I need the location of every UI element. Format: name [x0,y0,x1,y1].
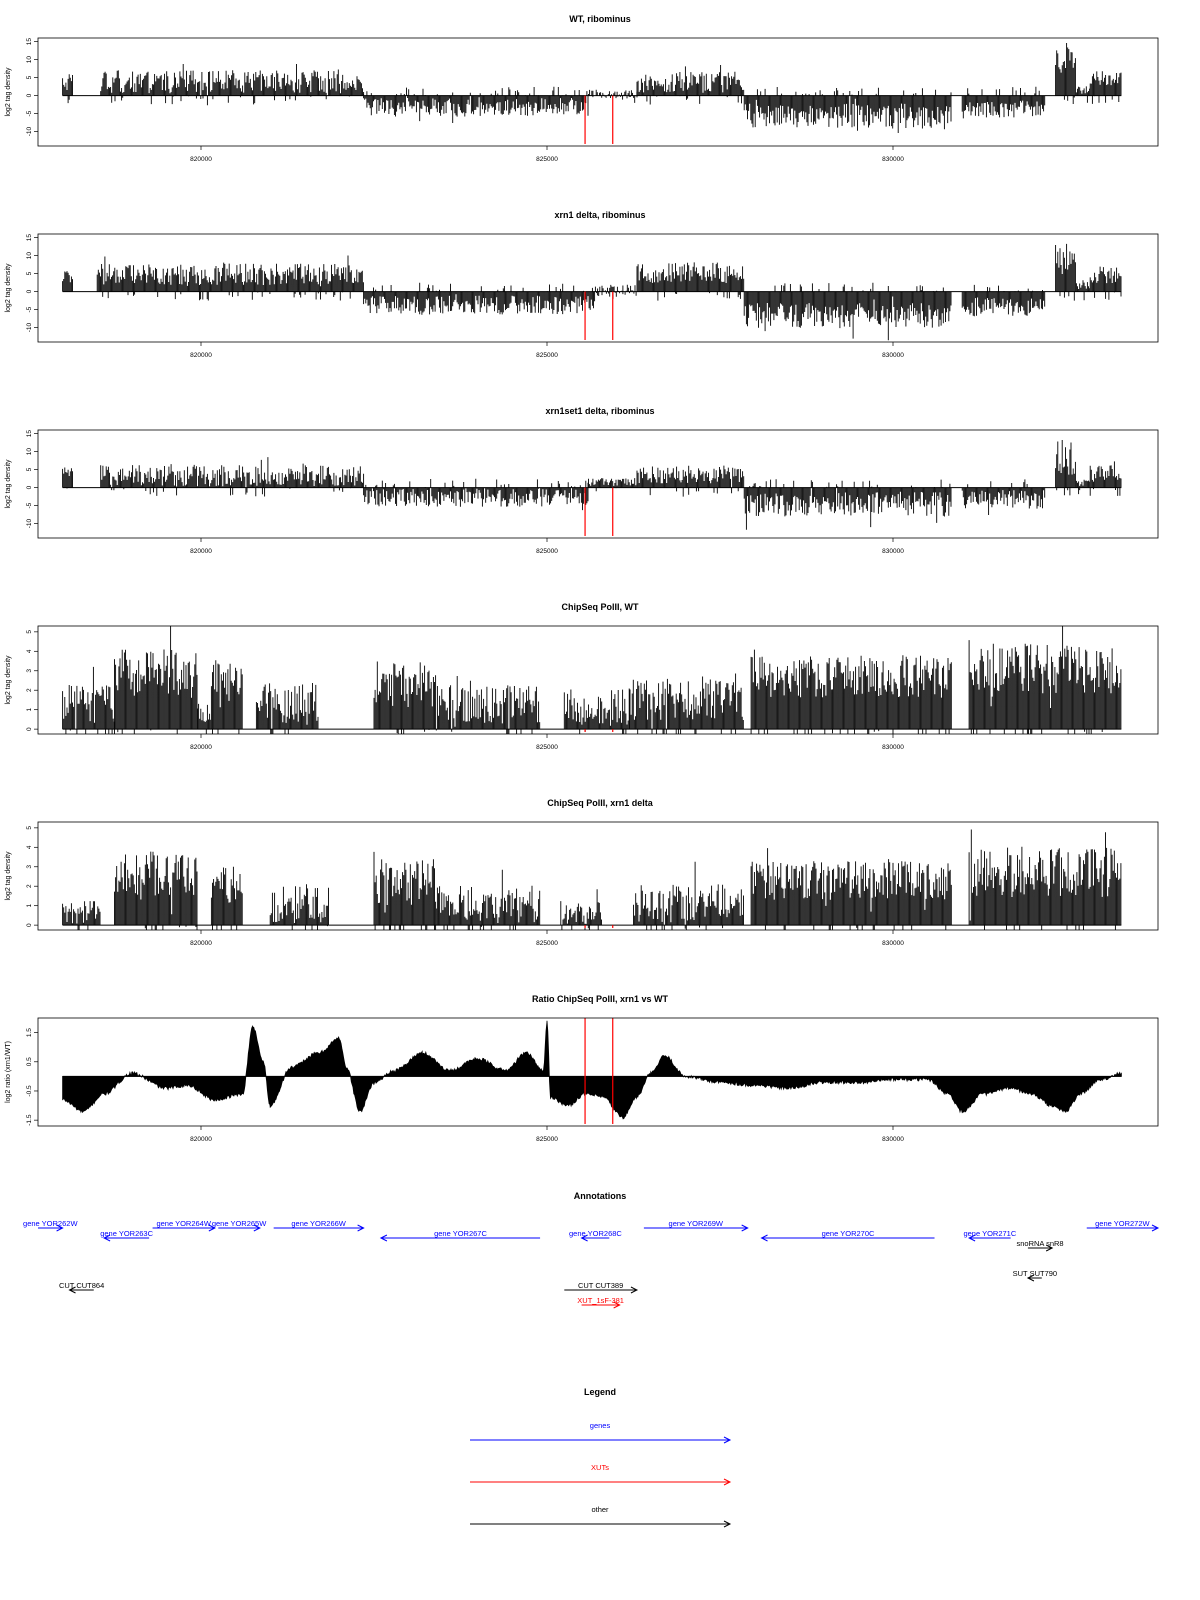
x-tick-label: 825000 [536,352,558,359]
signal-segment-7 [962,87,1044,119]
signal-segment-5 [637,466,744,497]
legend-items [470,1421,730,1527]
y-axis-label: log2 ratio (xrn1/WT) [5,1041,12,1103]
x-tick-label: 825000 [536,940,558,947]
feature-xut-1sf-381 [577,1296,624,1308]
signal-segment-2 [101,457,364,496]
x-tick-label: 830000 [882,940,904,947]
panel-title: ChipSeq PolII, xrn1 delta [547,798,653,808]
y-tick-label: 4 [26,845,33,850]
signal-segment-6 [374,662,436,777]
signal-segment-1 [63,271,73,292]
track-panel-6 [5,994,1158,1143]
feature-sut-sut790 [1013,1269,1057,1281]
y-tick-label: 10 [26,55,33,64]
feature-gene-yor269w [644,1219,748,1231]
feature-label: gene YOR267C [434,1229,487,1238]
track-panels [5,14,1158,1143]
signal-segment-8 [564,689,629,774]
y-tick-label: 5 [26,75,33,80]
feature-gene-yor263c [100,1229,153,1241]
y-tick-label: -10 [26,518,33,529]
y-tick-label: 2 [26,688,33,693]
y-tick-label: 4 [26,649,33,654]
y-tick-label: -5 [26,110,33,117]
y-tick-label: 1 [26,903,33,908]
panel-title: Ratio ChipSeq PolII, xrn1 vs WT [531,994,669,1004]
y-axis-label: log2 tag density [5,459,12,509]
signal-segment-10 [969,830,1121,972]
y-tick-label: 15 [26,37,33,46]
feature-label: gene YOR266W [291,1219,346,1228]
data-marks [63,43,1122,133]
legend-label: XUTs [591,1463,609,1472]
feature-label: CUT CUT389 [577,1281,624,1290]
signal-segment-9 [1076,86,1089,102]
signal-segment-7 [962,479,1044,515]
feature-gene-yor268c [569,1229,622,1241]
signal-segment-7 [436,676,539,767]
signal-segment-6 [436,870,539,970]
track-panel-5 [5,798,1158,973]
signal-segment-7 [561,889,602,973]
y-tick-label: 1 [26,707,33,712]
legend-label: other [591,1505,609,1514]
data-marks [63,244,1122,340]
y-tick-label: 0 [26,289,33,294]
feature-label: gene YOR269W [668,1219,724,1228]
y-tick-label: 10 [26,447,33,456]
y-tick-label: 15 [26,233,33,242]
x-tick-label: 830000 [882,156,904,163]
signal-segment-9 [751,848,951,973]
signal-segment-10 [751,650,951,775]
signal-segment-10 [1090,267,1121,300]
y-tick-label: 0 [26,727,33,731]
feature-label: gene YOR263C [100,1229,154,1238]
signal-segment-7 [962,285,1044,316]
feature-gene-yor272w [1087,1219,1158,1231]
legend-item-xuts [470,1463,730,1485]
signal-segment-5 [637,65,744,105]
data-marks [63,440,1122,530]
signal-segment-3 [364,283,595,315]
y-tick-label: 3 [26,668,33,673]
signal-segment-8 [1056,43,1076,104]
legend-label: genes [589,1421,611,1430]
data-marks [63,830,1122,974]
y-tick-label: 0 [26,93,33,98]
signal-segment-3 [364,87,588,123]
legend-panel [470,1387,730,1527]
y-tick-label: 15 [26,429,33,438]
track-panel-4 [5,602,1158,778]
panel-title: xrn1set1 delta, ribominus [545,406,655,416]
x-tick-label: 825000 [536,744,558,751]
x-tick-label: 820000 [190,1136,212,1143]
signal-segment-10 [1090,461,1121,496]
signal-segment-11 [969,617,1121,778]
feature-label: gene YOR264W [156,1219,211,1228]
x-tick-label: 830000 [882,548,904,555]
signal-segment-3 [364,479,588,510]
y-tick-label: 5 [26,826,33,830]
y-tick-label: -0.5 [26,1085,33,1097]
panel-title: ChipSeq PolII, WT [561,602,639,612]
feature-label: gene YOR270C [821,1229,875,1238]
feature-gene-yor264w [153,1219,215,1231]
y-tick-label: 2 [26,884,33,889]
y-axis-label: log2 tag density [5,263,12,313]
y-tick-label: 5 [26,630,33,634]
x-tick-label: 830000 [882,1136,904,1143]
y-tick-label: -1.5 [26,1114,33,1126]
data-marks [63,617,1122,778]
signal-segment-6 [744,479,951,529]
feature-label: CUT CUT864 [58,1281,105,1290]
feature-label: SUT SUT790 [1012,1269,1058,1278]
y-tick-label: 5 [26,467,33,472]
ratio-area [63,1021,1122,1119]
signal-segment-2 [101,64,364,105]
signal-segment-9 [1076,280,1089,300]
signal-segment-4 [211,660,242,777]
track-panel-3 [5,406,1158,555]
signal-segment-3 [211,867,242,970]
signal-segment-6 [744,87,951,133]
x-tick-label: 825000 [536,156,558,163]
signal-segment-1 [63,74,73,103]
y-tick-label: 5 [26,271,33,276]
feature-label: gene YOR262W [23,1219,78,1228]
signal-segment-8 [634,862,744,970]
feature-cut-cut864 [59,1281,104,1293]
legend-item-other [470,1505,730,1527]
legend-item-genes [470,1421,730,1443]
y-tick-label: -10 [26,322,33,333]
y-axis-label: log2 tag density [5,655,12,705]
signal-segment-3 [198,704,211,768]
signal-segment-9 [630,674,743,764]
y-axis-label: log2 tag density [5,851,12,901]
legend-title: Legend [583,1387,617,1397]
y-tick-label: 10 [26,251,33,260]
signal-segment-5 [637,262,744,300]
signal-segment-9 [1076,480,1089,494]
y-tick-label: 1.5 [26,1028,33,1038]
signal-segment-2 [115,852,198,959]
signal-segment-1 [63,667,115,771]
x-tick-label: 830000 [882,744,904,751]
signal-segment-10 [1090,71,1121,104]
signal-segment-2 [97,256,363,301]
x-tick-label: 820000 [190,744,212,751]
feature-label: snoRNA snR8 [1016,1239,1064,1248]
feature-gene-yor271c [963,1229,1016,1241]
annotation-features [23,1219,1158,1308]
feature-label: gene YOR272W [1095,1219,1150,1228]
feature-label: gene YOR268C [569,1229,622,1238]
signal-segment-5 [374,852,436,971]
feature-label: XUT_1sF-381 [577,1296,624,1305]
data-marks [63,1021,1122,1119]
x-tick-label: 825000 [536,1136,558,1143]
x-tick-label: 820000 [190,548,212,555]
track-panel-2 [5,210,1158,359]
x-tick-label: 820000 [190,940,212,947]
signal-segment-8 [1056,440,1076,495]
track-panel-1 [5,14,1158,163]
y-axis-label: log2 tag density [5,67,12,117]
plot-frame [38,1018,1158,1126]
x-tick-label: 825000 [536,548,558,555]
y-tick-label: 0.5 [26,1057,33,1067]
feature-snorna-snr8 [1016,1239,1063,1251]
panel-title: WT, ribominus [569,14,631,24]
x-tick-label: 830000 [882,352,904,359]
annotations-title: Annotations [573,1191,627,1201]
feature-cut-cut389 [564,1281,637,1293]
annotations-panel [23,1191,1158,1308]
x-tick-label: 820000 [190,352,212,359]
feature-gene-yor266w [274,1219,364,1231]
signal-segment-1 [63,901,100,967]
feature-gene-yor262w [23,1219,78,1231]
feature-gene-yor265w [212,1219,267,1231]
y-tick-label: -10 [26,126,33,137]
y-tick-label: 0 [26,923,33,927]
x-tick-label: 820000 [190,156,212,163]
signal-segment-4 [270,884,328,973]
signal-segment-2 [115,625,198,769]
signal-segment-1 [63,468,73,489]
feature-label: gene YOR265W [211,1219,267,1228]
panel-title: xrn1 delta, ribominus [554,210,646,220]
y-tick-label: -5 [26,306,33,313]
feature-label: gene YOR271C [963,1229,1017,1238]
feature-gene-yor270c [762,1229,935,1241]
y-tick-label: 0 [26,485,33,490]
y-tick-label: 3 [26,864,33,869]
y-tick-label: -5 [26,502,33,509]
feature-gene-yor267c [381,1229,540,1241]
